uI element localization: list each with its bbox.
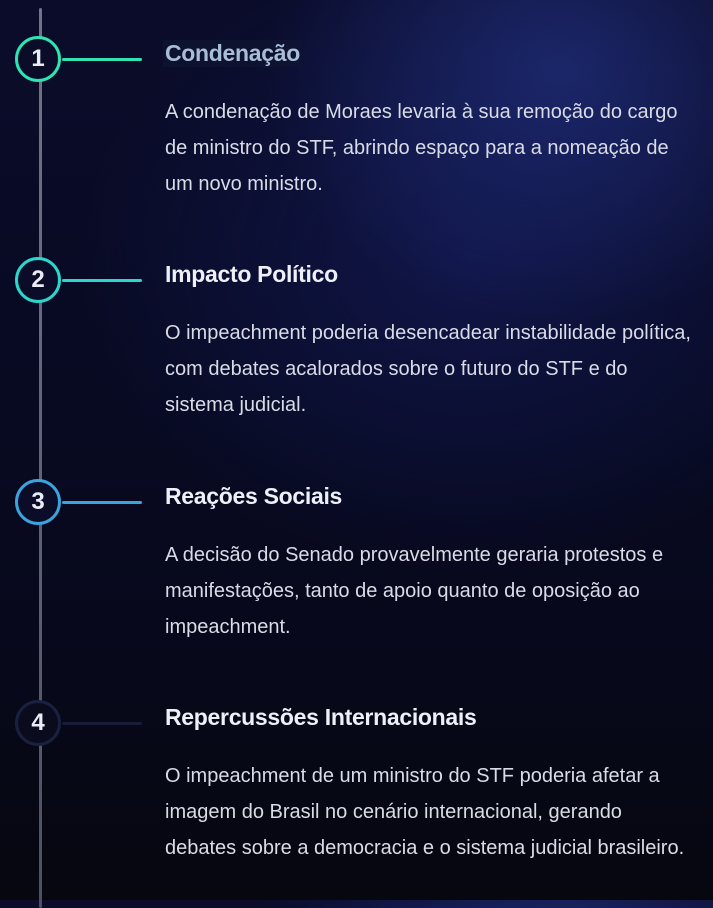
step-number-badge: 2: [15, 257, 61, 303]
step-connector: [62, 722, 142, 725]
step-description: A decisão do Senado provavelmente geraria protestos e manifestações, tanto de apoio quanto de oposição ao impeachment.: [165, 544, 664, 638]
step-title: Condenação: [165, 40, 301, 66]
step-number-badge: 1: [15, 36, 61, 82]
step-description: A condenação de Moraes levaria à sua remoção do cargo de ministro do STF, abrindo espaço para a nomeação de um novo ministro.: [165, 101, 678, 195]
timeline-line: [39, 8, 42, 908]
step-title: Reações Sociais: [165, 483, 343, 509]
step-connector: [62, 58, 142, 61]
step-title: Impacto Político: [165, 261, 338, 287]
step-number-badge: 4: [15, 700, 61, 746]
step-description: O impeachment poderia desencadear instabilidade política, com debates acalorados sobre o futuro do STF e do sistema judicial.: [165, 322, 691, 416]
step-number-badge: 3: [15, 479, 61, 525]
step-description: O impeachment de um ministro do STF poderia afetar a imagem do Brasil no cenário internacional, gerando debates sobre a democracia e o sistema judicial brasileiro.: [165, 765, 685, 859]
step-connector: [62, 279, 142, 282]
step-title: Repercussões Internacionais: [165, 704, 477, 730]
step-connector: [62, 501, 142, 504]
